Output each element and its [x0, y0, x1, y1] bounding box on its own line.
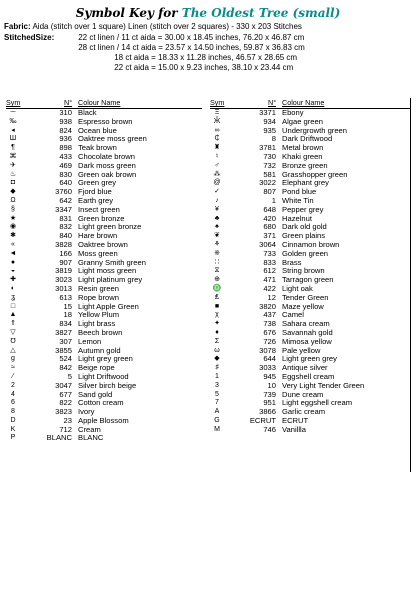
symbol-cell: P: [10, 434, 16, 442]
colour-name-cell: Fjord blue: [78, 187, 112, 197]
colour-name-cell: Camel: [282, 310, 304, 320]
symbol-cell: ♪: [215, 196, 219, 204]
num-header: N°: [268, 98, 277, 107]
symbol-cell: ●: [10, 258, 16, 266]
number-cell: 3023: [55, 275, 72, 285]
stitched-sizes: [4, 33, 305, 73]
number-cell: 3078: [259, 345, 276, 355]
colour-name-cell: Pepper grey: [282, 204, 324, 214]
colour-name-cell: Garlic cream: [282, 407, 326, 417]
size-text: 18 ct aida = 18.33 x 11.28 inches, 46.57 x 28.65 cm: [114, 53, 298, 62]
colour-name-cell: Earth grey: [78, 195, 114, 205]
symbol-cell: △: [10, 346, 16, 354]
fabric-text: Aida (stitch over 1 square) Linen (stitch over 2 squares) - 330 x 203 Stitches: [32, 22, 302, 31]
number-cell: 3823: [55, 407, 72, 417]
number-cell: 833: [263, 257, 276, 267]
number-cell: 834: [59, 319, 72, 329]
symbol-cell: ✚: [10, 276, 16, 284]
symbol-cell: g: [11, 355, 15, 363]
number-cell: 3047: [55, 380, 72, 390]
colour-name-cell: Dune cream: [282, 389, 324, 399]
size-row: [4, 53, 305, 63]
colour-name-cell: BLANC: [78, 433, 104, 443]
symbol-key-table: [6, 98, 410, 472]
number-cell: 15: [63, 301, 72, 311]
symbol-cell: ⇑: [10, 320, 16, 328]
number-cell: 310: [59, 108, 72, 117]
colour-name-cell: Light oak: [282, 283, 313, 293]
colour-name-cell: Algae green: [282, 116, 323, 126]
right-rows: [210, 109, 410, 434]
colour-name-cell: Maze yellow: [282, 301, 324, 311]
sym-header: Sym: [210, 98, 225, 107]
number-cell: 5: [67, 371, 72, 381]
number-cell: 524: [59, 354, 72, 364]
colour-name-cell: Vanillla: [282, 424, 306, 434]
colour-name-cell: Moss green: [78, 248, 118, 258]
colour-name-cell: Lemon: [78, 336, 102, 346]
num-header: N°: [64, 98, 73, 107]
symbol-cell: ∷: [214, 258, 220, 266]
symbol-cell: ⁄: [12, 372, 14, 380]
table-row: [210, 250, 410, 259]
left-column: [6, 98, 202, 472]
symbol-cell: ※: [214, 249, 220, 257]
symbol-cell: @: [213, 179, 221, 187]
colour-name-cell: Sand gold: [78, 389, 113, 399]
colour-name-cell: Very Light Tender Green: [282, 380, 365, 390]
symbol-cell: 5: [215, 390, 219, 398]
colour-name-cell: Beech brown: [78, 327, 123, 337]
symbol-cell: D: [10, 416, 16, 424]
colour-name-cell: String brown: [282, 266, 325, 276]
number-cell: 433: [59, 151, 72, 161]
symbol-cell: 2: [11, 381, 15, 389]
symbol-cell: ✓: [214, 188, 220, 196]
colour-name-cell: Black: [78, 108, 97, 117]
sym-header: Sym: [6, 98, 21, 107]
symbol-cell: ♠: [215, 223, 219, 231]
colour-name-cell: Undergrowth green: [282, 125, 348, 135]
colour-name-cell: Oaktree brown: [78, 239, 128, 249]
number-cell: 612: [263, 266, 276, 276]
symbol-cell: «: [11, 240, 15, 248]
number-cell: 3022: [259, 178, 276, 188]
colour-name-cell: Dark old gold: [282, 222, 327, 232]
colour-name-cell: Cream: [78, 424, 101, 434]
symbol-cell: M: [214, 425, 220, 433]
number-cell: 677: [59, 389, 72, 399]
number-cell: ECRUT: [249, 415, 276, 425]
number-cell: 3820: [259, 301, 276, 311]
symbol-cell: ¶: [11, 144, 15, 152]
colour-name-cell: Light Driftwood: [78, 371, 129, 381]
number-cell: 3064: [259, 239, 276, 249]
number-cell: 3819: [55, 266, 72, 276]
number-cell: 3866: [259, 407, 276, 417]
colour-name-cell: Cotton cream: [78, 398, 124, 408]
symbol-cell: 4: [11, 390, 15, 398]
number-cell: 730: [263, 151, 276, 161]
number-cell: 644: [263, 354, 276, 364]
colour-name-cell: Ocean blue: [78, 125, 117, 135]
number-cell: 746: [263, 424, 276, 434]
number-cell: 10: [267, 380, 276, 390]
symbol-cell: Ω: [10, 196, 16, 204]
symbol-cell: ♂: [214, 161, 220, 169]
symbol-cell: ω: [214, 346, 220, 354]
number-cell: 18: [63, 310, 72, 320]
number-cell: 934: [263, 116, 276, 126]
symbol-cell: ■: [214, 302, 220, 310]
design-name: The Oldest Tree (small): [181, 6, 341, 20]
number-cell: 938: [59, 116, 72, 126]
symbol-cell: ‰: [9, 117, 17, 125]
name-header: Colour Name: [282, 98, 325, 107]
number-cell: 422: [263, 283, 276, 293]
number-cell: 3371: [259, 108, 276, 117]
symbol-cell: ⌘: [9, 152, 17, 160]
number-cell: 3855: [55, 345, 72, 355]
symbol-cell: ✦: [214, 320, 220, 328]
symbol-cell: ≈: [11, 364, 15, 372]
number-cell: 738: [263, 319, 276, 329]
number-cell: 830: [59, 169, 72, 179]
right-column: [210, 98, 411, 472]
table-row: [210, 426, 410, 435]
number-cell: 824: [59, 125, 72, 135]
symbol-cell: ♯: [215, 364, 219, 372]
symbol-cell: ◘: [10, 179, 16, 187]
symbol-cell: ♨: [9, 170, 17, 178]
stitched-size-label: StitchedSize:: [4, 33, 55, 42]
colour-name-cell: Ivory: [78, 407, 95, 417]
symbol-cell: ¥: [215, 205, 219, 213]
symbol-cell: Ξ: [214, 109, 220, 116]
size-text: 28 ct linen / 14 ct aida = 23.57 x 14.50 inches, 59.87 x 36.83 cm: [78, 43, 305, 52]
number-cell: 8: [271, 134, 276, 144]
symbol-cell: ◉: [9, 223, 17, 231]
colour-name-cell: Pond blue: [282, 187, 317, 197]
page-title: [0, 6, 416, 20]
symbol-cell: ◂: [11, 126, 15, 134]
number-cell: 23: [63, 415, 72, 425]
number-cell: 822: [59, 398, 72, 408]
number-cell: 935: [263, 125, 276, 135]
colour-name-cell: Granny Smith green: [78, 257, 146, 267]
number-cell: 437: [263, 310, 276, 320]
number-cell: 842: [59, 363, 72, 373]
colour-name-cell: Golden green: [282, 248, 329, 258]
colour-name-cell: Grasshopper green: [282, 169, 348, 179]
number-cell: 898: [59, 143, 72, 153]
number-cell: 733: [263, 248, 276, 258]
table-row: [6, 434, 202, 443]
colour-name-cell: Insect green: [78, 204, 120, 214]
title-prefix: Symbol Key for: [75, 6, 178, 20]
symbol-cell: ♦: [215, 328, 219, 336]
colour-name-cell: Oaktree moss green: [78, 134, 147, 144]
size-text: 22 ct aida = 15.00 x 9.23 inches, 38.10 x 23.44 cm: [114, 63, 294, 72]
colour-name-cell: Dark Driftwood: [282, 134, 333, 144]
colour-name-cell: Ebony: [282, 108, 304, 117]
number-cell: 936: [59, 134, 72, 144]
number-cell: 907: [59, 257, 72, 267]
table-row: [210, 417, 410, 426]
number-cell: 3033: [259, 363, 276, 373]
colour-name-cell: Tender Green: [282, 292, 329, 302]
colour-name-cell: Espresso brown: [78, 116, 133, 126]
colour-name-cell: Green plains: [282, 231, 326, 241]
symbol-cell: 6: [11, 399, 15, 407]
symbol-cell: ℧: [10, 337, 16, 345]
symbol-cell: χ: [215, 311, 219, 319]
number-cell: 680: [263, 222, 276, 232]
colour-name-cell: Bronze green: [282, 160, 328, 170]
colour-name-cell: Light green bronze: [78, 222, 142, 232]
column-header: [6, 98, 202, 109]
symbol-cell: ⁂: [213, 170, 221, 178]
number-cell: 642: [59, 195, 72, 205]
colour-name-cell: Yellow Plum: [78, 310, 120, 320]
colour-name-cell: Silver birch beige: [78, 380, 137, 390]
number-cell: 12: [267, 292, 276, 302]
symbol-cell: ▲: [9, 311, 17, 319]
number-cell: 581: [263, 169, 276, 179]
size-row: [4, 63, 305, 73]
symbol-cell: ♜: [213, 144, 221, 152]
colour-name-cell: Elephant grey: [282, 178, 329, 188]
symbol-cell: ❦: [214, 232, 220, 240]
colour-name-cell: Autumn gold: [78, 345, 121, 355]
number-cell: 945: [263, 371, 276, 381]
symbol-cell: ✈: [10, 161, 16, 169]
name-header: Colour Name: [78, 98, 121, 107]
symbol-cell: ʓ: [11, 293, 15, 301]
symbol-cell: ♣: [214, 214, 220, 222]
number-cell: 726: [263, 336, 276, 346]
colour-name-cell: Savannah gold: [282, 327, 333, 337]
number-cell: 420: [263, 213, 276, 223]
symbol-cell: □: [10, 302, 16, 310]
colour-name-cell: Teak brown: [78, 143, 117, 153]
table-row: [6, 399, 202, 408]
number-cell: 307: [59, 336, 72, 346]
number-cell: 3827: [55, 327, 72, 337]
table-row: [6, 417, 202, 426]
colour-name-cell: Khaki green: [282, 151, 323, 161]
colour-name-cell: Hazelnut: [282, 213, 312, 223]
colour-name-cell: Beige rope: [78, 363, 115, 373]
colour-name-cell: Light platinum grey: [78, 275, 143, 285]
left-rows: [6, 109, 202, 443]
number-cell: 3760: [55, 187, 72, 197]
colour-name-cell: Green grey: [78, 178, 116, 188]
colour-name-cell: Light brass: [78, 319, 116, 329]
number-cell: 732: [263, 160, 276, 170]
fabric-label: Fabric:: [4, 22, 31, 31]
symbol-cell: Ш: [9, 135, 17, 143]
number-cell: 832: [59, 222, 72, 232]
symbol-cell: 3: [215, 381, 219, 389]
number-cell: 471: [263, 275, 276, 285]
number-cell: 840: [59, 231, 72, 241]
table-row: [6, 329, 202, 338]
table-row: [210, 408, 410, 417]
number-cell: 3828: [55, 239, 72, 249]
colour-name-cell: Mimosa yellow: [282, 336, 332, 346]
symbol-cell: 8: [11, 408, 15, 416]
colour-name-cell: Light eggshell cream: [282, 398, 353, 408]
colour-name-cell: Green bronze: [78, 213, 125, 223]
column-header: [210, 98, 410, 109]
number-cell: 739: [263, 389, 276, 399]
number-cell: 469: [59, 160, 72, 170]
symbol-cell: ─: [10, 109, 16, 116]
colour-name-cell: Light moss green: [78, 266, 137, 276]
symbol-cell: ◄: [9, 249, 17, 257]
colour-name-cell: Apple Blossom: [78, 415, 129, 425]
number-cell: 807: [263, 187, 276, 197]
number-cell: 1: [271, 195, 276, 205]
number-cell: 3013: [55, 283, 72, 293]
colour-name-cell: ECRUT: [282, 415, 309, 425]
size-row: [4, 43, 305, 53]
number-cell: 712: [59, 424, 72, 434]
number-cell: 648: [263, 204, 276, 214]
symbol-cell: ∞: [214, 126, 220, 134]
number-cell: 951: [263, 398, 276, 408]
number-cell: 371: [263, 231, 276, 241]
symbol-cell: ◒: [10, 267, 16, 275]
colour-name-cell: Green oak brown: [78, 169, 137, 179]
table-row: [210, 303, 410, 312]
colour-name-cell: Dark moss green: [78, 160, 136, 170]
colour-name-cell: Sahara cream: [282, 319, 330, 329]
colour-name-cell: Antique silver: [282, 363, 328, 373]
symbol-cell: ♮: [215, 152, 219, 160]
colour-name-cell: Pale yellow: [282, 345, 321, 355]
size-text: 22 ct linen / 11 ct aida = 30.00 x 18.45 inches, 76.20 x 46.87 cm: [78, 33, 305, 42]
colour-name-cell: Rope brown: [78, 292, 119, 302]
symbol-cell: K: [10, 425, 16, 433]
symbol-cell: ◆: [10, 188, 16, 196]
colour-name-cell: Light Apple Green: [78, 301, 139, 311]
symbol-cell: G: [214, 416, 220, 424]
colour-name-cell: Hare brown: [78, 231, 118, 241]
colour-name-cell: White Tin: [282, 195, 314, 205]
table-row: [6, 426, 202, 435]
symbol-cell: 1: [215, 372, 219, 380]
number-cell: 640: [59, 178, 72, 188]
colour-name-cell: Metal brown: [282, 143, 324, 153]
number-cell: 676: [263, 327, 276, 337]
symbol-cell: ◆: [214, 355, 220, 363]
symbol-cell: ⊕: [214, 276, 220, 284]
colour-name-cell: Chocolate brown: [78, 151, 135, 161]
symbol-cell: ♎: [212, 284, 222, 292]
number-cell: 3347: [55, 204, 72, 214]
colour-name-cell: Brass: [282, 257, 302, 267]
symbol-cell: ⧖: [214, 267, 220, 275]
symbol-cell: ✱: [10, 232, 16, 240]
number-cell: BLANC: [46, 433, 72, 443]
symbol-cell: 7: [215, 399, 219, 407]
symbol-cell: ⚘: [213, 240, 221, 248]
colour-name-cell: Cinnamon brown: [282, 239, 340, 249]
symbol-cell: ★: [9, 214, 17, 222]
symbol-cell: A: [214, 408, 220, 416]
colour-name-cell: Tarragon green: [282, 275, 334, 285]
size-row: [4, 33, 305, 43]
symbol-cell: ◐: [10, 284, 16, 292]
number-cell: 831: [59, 213, 72, 223]
symbol-cell: Σ: [214, 337, 220, 345]
number-cell: 166: [59, 248, 72, 258]
symbol-cell: §: [11, 205, 15, 213]
colour-name-cell: Eggshell cream: [282, 371, 335, 381]
symbol-cell: ₤: [215, 293, 219, 301]
number-cell: 3781: [259, 143, 276, 153]
symbol-cell: ▽: [10, 328, 16, 336]
colour-name-cell: Resin green: [78, 283, 119, 293]
symbol-cell: Ӂ: [213, 117, 221, 125]
colour-name-cell: Light green grey: [282, 354, 337, 364]
colour-name-cell: Light grey green: [78, 354, 133, 364]
fabric-line: [4, 22, 302, 31]
number-cell: 613: [59, 292, 72, 302]
symbol-cell: ₵: [214, 135, 220, 143]
